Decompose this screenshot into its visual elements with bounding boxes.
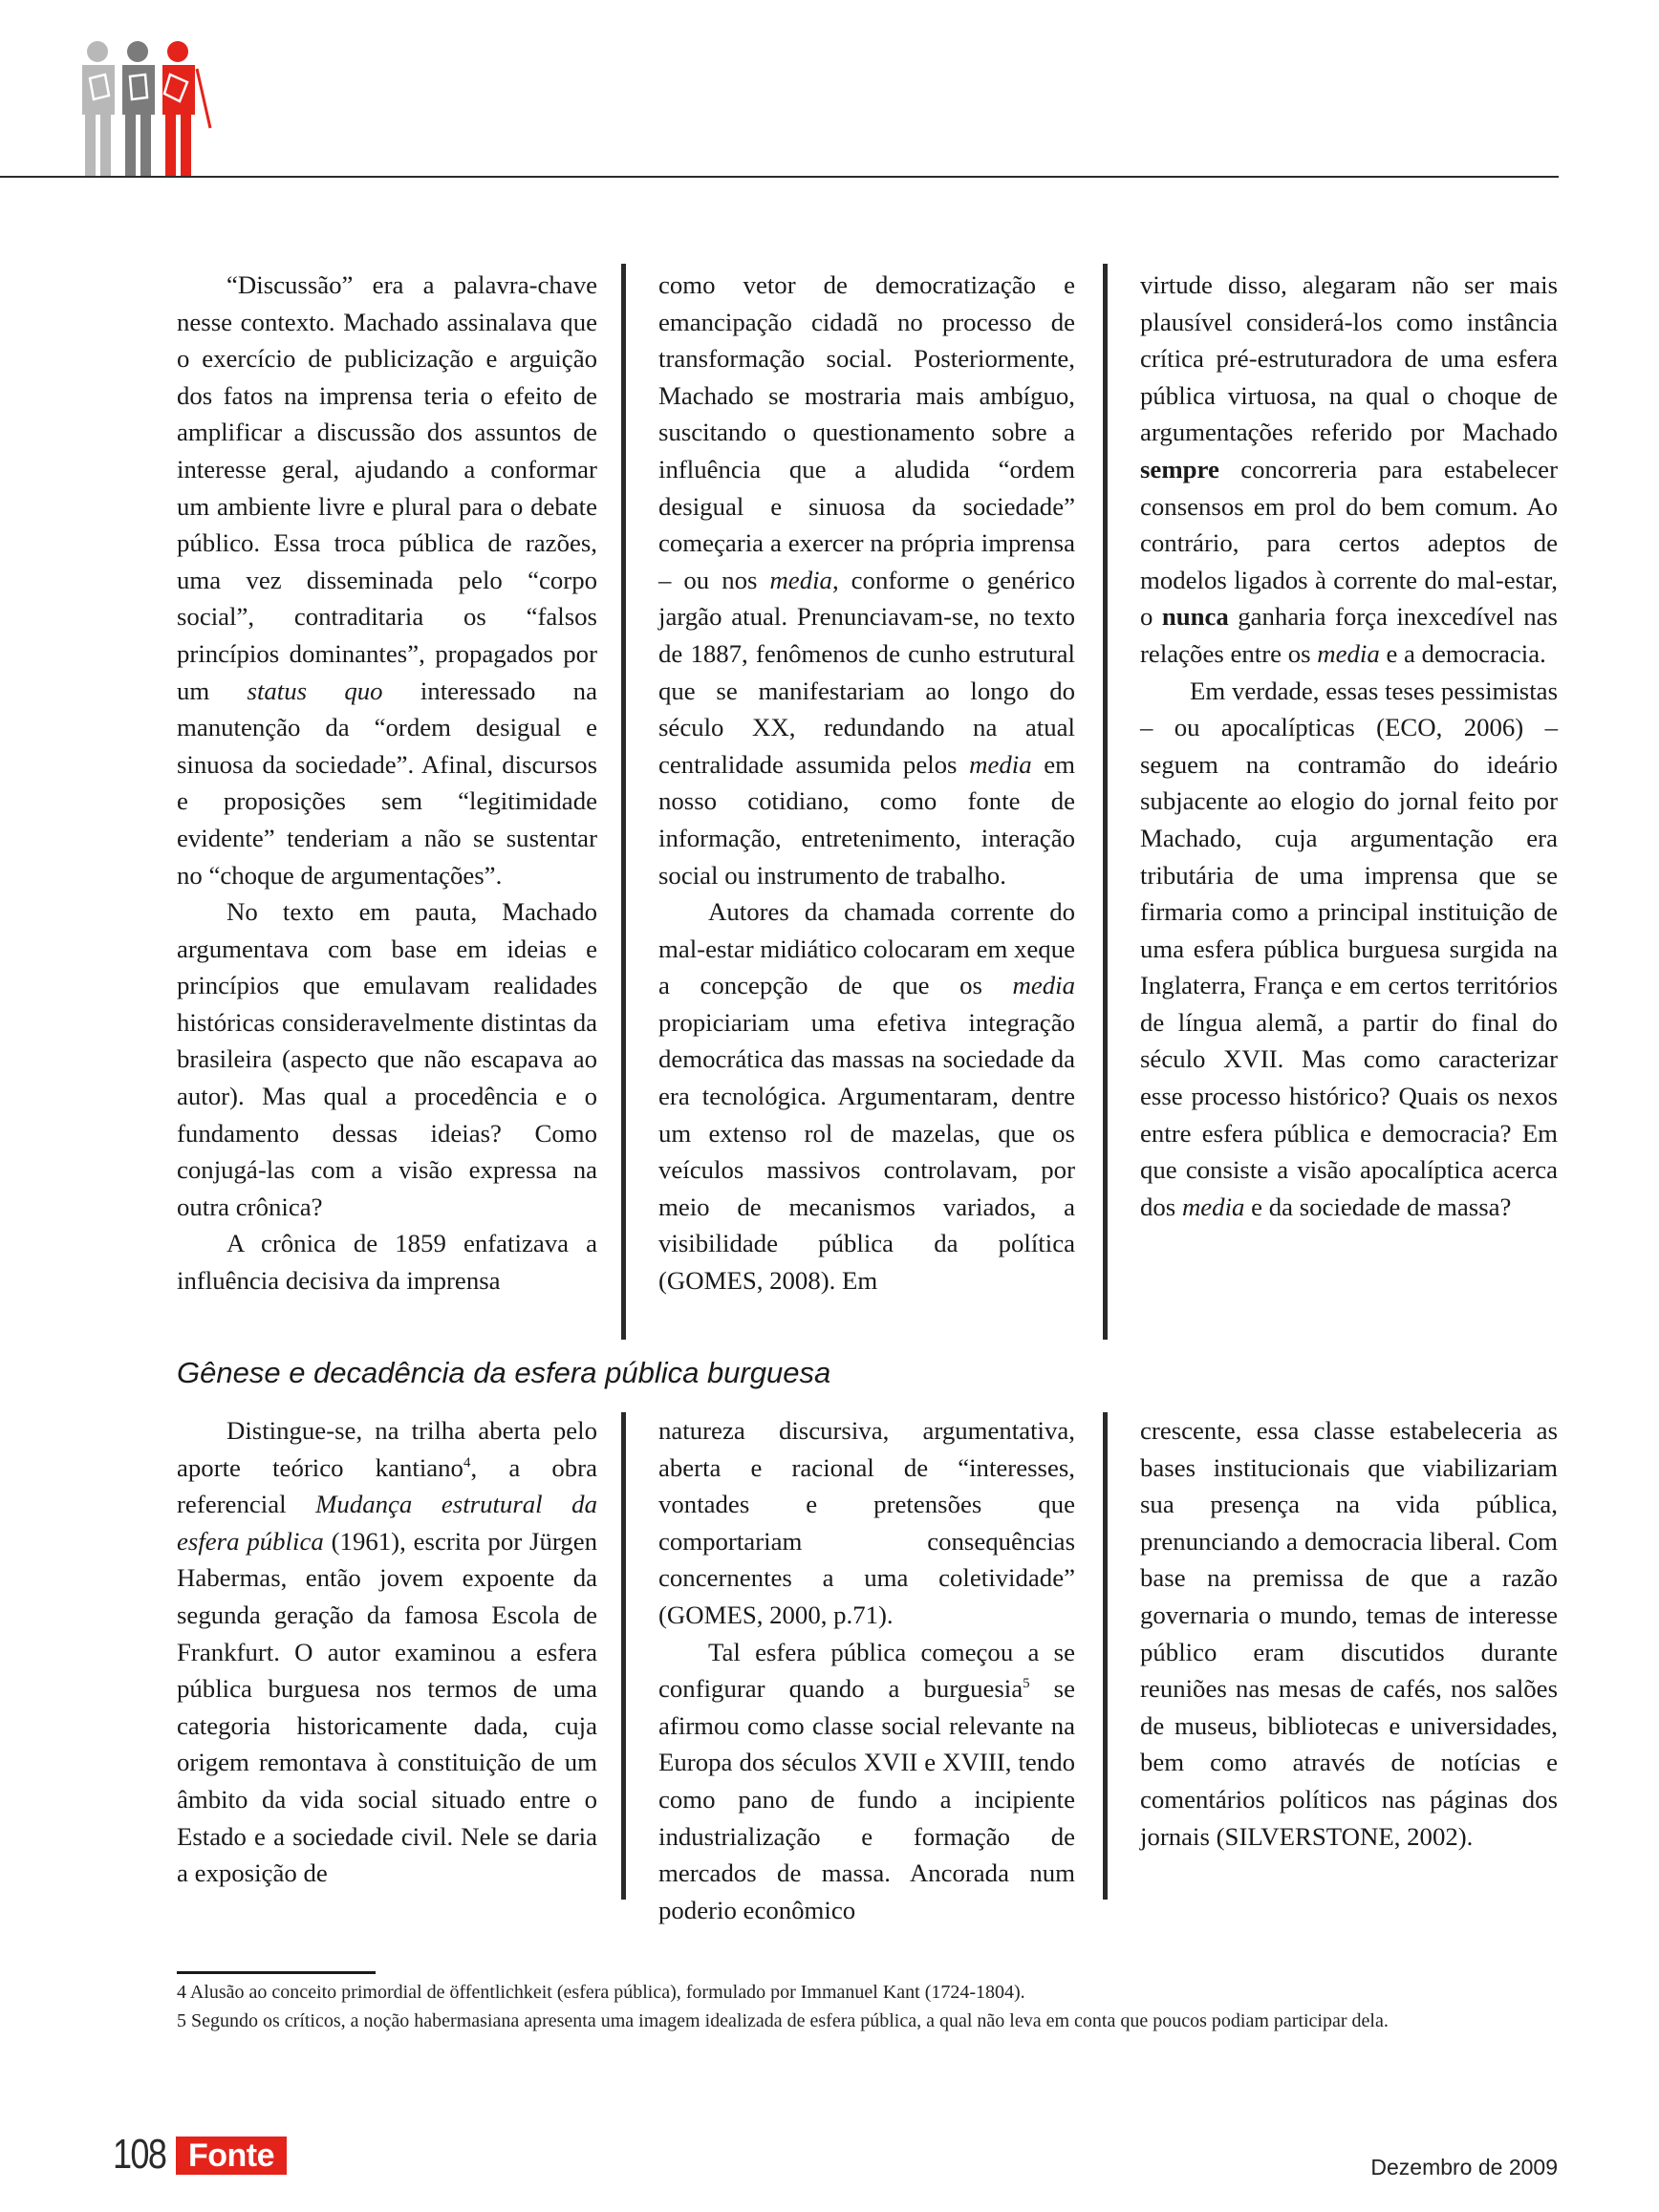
bottom-column-3 [1140, 1412, 1558, 1898]
brand-logo: Fonte [176, 2137, 287, 2175]
paragraph: A crônica de 1859 enfatizava a influência decisiva da imprensa [177, 1229, 597, 1296]
column-divider [621, 264, 626, 1340]
section-heading: Gênese e decadência da esfera pública burguesa [177, 1356, 831, 1389]
footnote-ref: 4 [463, 1454, 471, 1471]
paragraph: No texto em pauta, Machado argumentava com base em ideias e princípios que emulavam realidades históricas consideravelmente distintas da brasileira (aspecto que não escapava ao autor). Mas qual a procedência e o fundamento dessas ideias? Como conjugá-las com a visão expressa na outra crônica? [177, 897, 597, 1221]
column-divider [621, 1412, 626, 1900]
footnote-5: 5 Segundo os críticos, a noção habermasiana apresenta uma imagem idealizada de esfera pública, a qual não leva em conta que poucos podiam participar dela. [177, 2010, 1389, 2031]
three-people-logo-icon [76, 40, 218, 179]
footnote-rule [177, 1971, 376, 1974]
paragraph: como vetor de democratização e emancipação cidadã no processo de transformação social. Posteriormente, Machado se mostraria mais ambíguo, suscitando o questionamento sobre a influência que a aludida “ordem desigual e sinuosa da sociedade” começaria a exercer na própria imprensa – ou nos media, conforme o genérico jargão atual. Prenunciavam-se, no texto de 1887, fenômenos de cunho estrutural que se manifestariam ao longo do século XX, redundando na atual centralidade assumida pelos media em nosso cotidiano, como fonte de informação, entretenimento, interação social ou instrumento de trabalho. [658, 270, 1075, 890]
paragraph: Autores da chamada corrente do mal-estar midiático colocaram em xeque a concepção de que os media propiciariam uma efetiva integração democrática das massas na sociedade da era tecnológica. Argumentaram, dentre um extenso rol de mazelas, que os veículos massivos controlavam, por meio de mecanismos variados, a visibilidade pública da política (GOMES, 2008). Em [658, 897, 1075, 1296]
top-column-1 [177, 267, 597, 1341]
bottom-column-2 [658, 1412, 1076, 1924]
paragraph: Em verdade, essas teses pessimistas – ou apocalípticas (ECO, 2006) – seguem na contramão do ideário subjacente ao elogio do jornal feito por Machado, cuja argumentação era tributária de uma imprensa que se firmaria como a principal instituição de uma esfera pública burguesa surgida na Inglaterra, França e em certos territórios de língua alemã, a partir do final do século XVII. Mas como caracterizar esse processo histórico? Quais os nexos entre esfera pública e democracia? Em que consiste a visão apocalíptica acerca dos media e da sociedade de massa? [1140, 676, 1558, 1221]
person-figure-middle [122, 41, 155, 176]
paragraph: Distingue-se, na trilha aberta pelo aporte teórico kantiano$^4$, a obra referencial Mudança estrutural da esfera pública (1961), escrita por Jürgen Habermas, então jovem expoente da segunda geração da famosa Escola de Frankfurt. O autor examinou a esfera pública burguesa nos termos de uma categoria historicamente dada, cuja origem remontava à constituição de um âmbito da vida social situado entre o Estado e a sociedade civil. Nele se daria a exposição de [177, 1416, 597, 1888]
page-number: 108 [113, 2131, 166, 2178]
issue-date: Dezembro de 2009 [1370, 2155, 1558, 2180]
footnote-ref: 5 [1023, 1676, 1030, 1692]
top-column-2 [658, 267, 1075, 1341]
person-figure-right [162, 41, 195, 176]
column-divider [1103, 1412, 1108, 1900]
column-divider [1103, 264, 1108, 1340]
footnotes [177, 1978, 1558, 2035]
bottom-column-1 [177, 1412, 597, 1898]
paragraph: “Discussão” era a palavra-chave nesse contexto. Machado assinalava que o exercício de publicização e arguição dos fatos na imprensa teria o efeito de amplificar a discussão dos assuntos de interesse geral, ajudando a conformar um ambiente livre e plural para o debate público. Essa troca pública de razões, uma vez disseminada pelo “corpo social”, contraditaria os “falsos princípios dominantes”, propagados por um status quo interessado na manutenção da “ordem desigual e sinuosa da sociedade”. Afinal, discursos e proposições sem “legitimidade evidente” tenderiam a não se sustentar no “choque de argumentações”. [177, 270, 597, 890]
paragraph: crescente, essa classe estabeleceria as bases institucionais que viabilizariam sua presença na vida pública, prenunciando a democracia liberal. Com base na premissa de que a razão governaria o mundo, temas de interesse público eram discutidos durante reuniões nas mesas de cafés, nos salões de museus, bibliotecas e universidades, bem como através de notícias e comentários políticos nas páginas dos jornais (SILVERSTONE, 2002). [1140, 1416, 1558, 1851]
paragraph: natureza discursiva, argumentativa, aberta e racional de “interesses, vontades e pretensões que comportariam consequências concernentes a uma coletividade” (GOMES, 2000, p.71). [658, 1416, 1075, 1629]
paragraph: Tal esfera pública começou a se configurar quando a burguesia$^5$ se afirmou como classe social relevante na Europa dos séculos XVII e XVIII, tendo como pano de fundo a incipiente industrialização e formação de mercados de massa. Ancorada num poderio econômico [658, 1637, 1076, 1924]
person-figure-left [82, 41, 115, 176]
top-column-3 [1140, 267, 1558, 1341]
paragraph: virtude disso, alegaram não ser mais plausível considerá-los como instância crítica pré-estruturadora de uma esfera pública virtuosa, na qual o choque de argumentações referido por Machado sempre concorreria para estabelecer consensos em prol do bem comum. Ao contrário, para certos adeptos de modelos ligados à corrente do mal-estar, o nunca ganharia força inexcedível nas relações entre os media e a democracia. [1140, 270, 1558, 668]
header-rule [0, 176, 1559, 178]
footnote-4: 4 Alusão ao conceito primordial de öffentlichkeit (esfera pública), formulado por Immanuel Kant (1724-1804). [177, 1982, 1025, 2003]
